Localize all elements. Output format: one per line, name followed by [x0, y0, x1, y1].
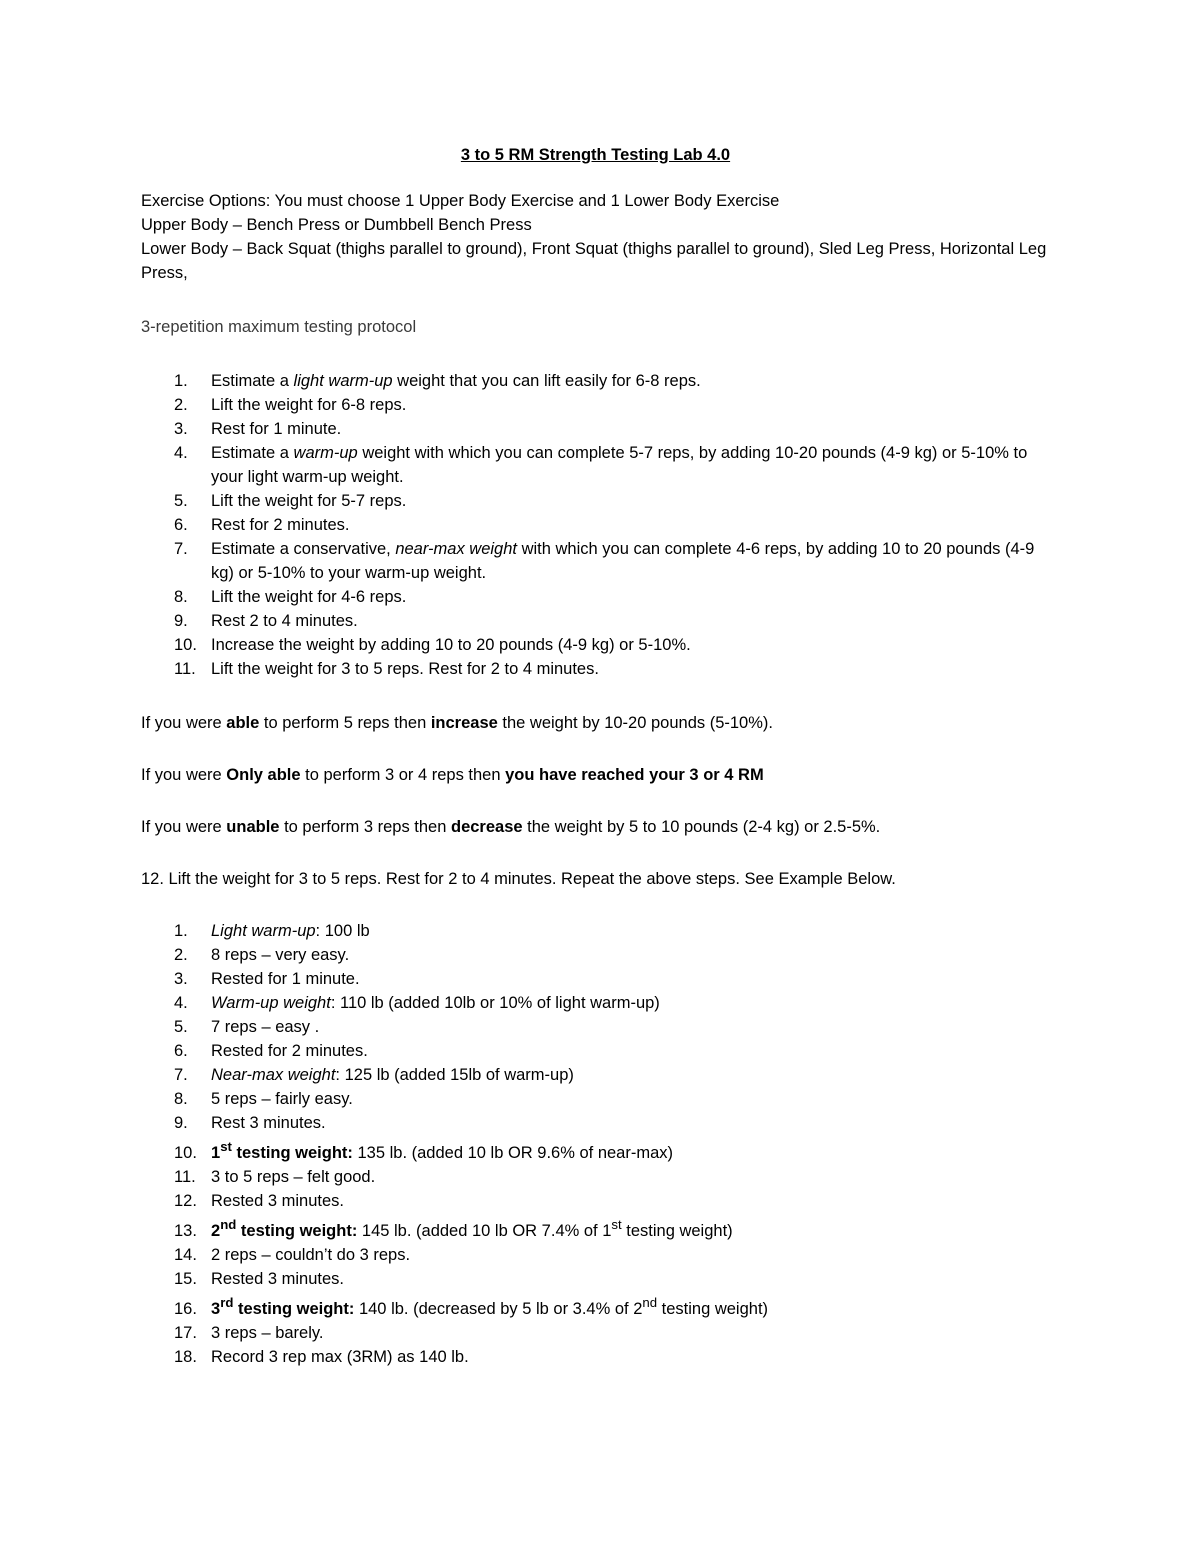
list-item-text [211, 1168, 375, 1186]
list-item-text [211, 1114, 326, 1132]
list-number: 11. [174, 1168, 196, 1186]
list-item-text [211, 636, 691, 654]
text-segment: the weight by 10-20 pounds (5-10%). [497, 714, 773, 732]
list-number: 10. [174, 636, 197, 654]
list-number: 3. [174, 420, 188, 438]
text-segment: increase [430, 714, 498, 732]
exercise-options: Exercise Options: You must choose 1 Upper Body Exercise and 1 Lower Body Exercise [141, 192, 780, 210]
list-item-text [211, 420, 341, 438]
protocol-steps-list [141, 369, 1050, 681]
text-segment: Record 3 rep max (3RM) as 140 lb. [211, 1348, 469, 1366]
list-number: 5. [174, 1018, 188, 1036]
list-item-text [211, 444, 1027, 486]
text-segment: testing weight) [657, 1300, 769, 1318]
text-segment: weight that you can lift easily for 6-8 reps. [392, 372, 701, 390]
text-segment: Rest 2 to 4 minutes. [211, 612, 358, 630]
text-segment: testing weight) [621, 1222, 733, 1240]
text-segment: 3 [211, 1300, 221, 1318]
text-segment: weight with which you can complete 5-7 reps, by adding 10-20 pounds (4-9 kg) or 5-10% to your light warm-up weight. [211, 444, 1028, 486]
text-segment: 5 reps – fairly easy. [211, 1090, 353, 1108]
example-step-17 [141, 1321, 1050, 1345]
text-segment: If you were [141, 714, 227, 732]
condition-able [141, 711, 1050, 735]
text-segment: Lift the weight for 6-8 reps. [211, 396, 407, 414]
example-step-10 [141, 1138, 1050, 1165]
text-segment: 2 reps – couldn’t do 3 reps. [211, 1246, 411, 1264]
text-segment: to perform 3 or 4 reps then [300, 766, 506, 784]
list-item-text [211, 970, 360, 988]
list-item-text [211, 1138, 674, 1162]
list-number: 15. [174, 1270, 197, 1288]
condition-only-able [141, 763, 1050, 787]
example-step-4 [141, 991, 1050, 1015]
list-item-text [211, 1042, 368, 1060]
text-segment: 1 [211, 1144, 221, 1162]
list-number: 1. [174, 372, 188, 390]
text-segment: testing weight: [236, 1222, 358, 1240]
list-number: 2. [174, 946, 188, 964]
text-segment: warm-up [293, 444, 358, 462]
list-number: 17. [174, 1324, 197, 1342]
text-segment: Estimate a [211, 372, 294, 390]
list-item-text [211, 1066, 574, 1084]
protocol-step-11 [141, 657, 1050, 681]
document-title: 3 to 5 RM Strength Testing Lab 4.0 [460, 146, 731, 164]
text-segment: 3 reps – barely. [211, 1324, 324, 1342]
list-number: 1. [174, 922, 188, 940]
protocol-step-10 [141, 633, 1050, 657]
text-segment: nd [220, 1216, 237, 1232]
list-item-text [211, 540, 1034, 582]
text-segment: to perform 5 reps then [259, 714, 431, 732]
example-step-15 [141, 1267, 1050, 1291]
list-number: 2. [174, 396, 188, 414]
list-item-text [211, 516, 349, 534]
text-segment: Light warm-up [211, 922, 316, 940]
text-segment: 7 reps – easy . [211, 1018, 320, 1036]
list-number: 6. [174, 516, 188, 534]
example-step-12 [141, 1189, 1050, 1213]
text-segment: : 110 lb (added 10lb or 10% of light warm-up) [330, 994, 660, 1012]
text-segment: st [220, 1138, 232, 1154]
example-step-8 [141, 1087, 1050, 1111]
list-item-text [211, 1294, 769, 1318]
list-item-text [211, 588, 406, 606]
condition-unable [141, 815, 1050, 839]
list-number: 5. [174, 492, 188, 510]
upper-body-options: Upper Body – Bench Press or Dumbbell Bench Press [141, 216, 532, 234]
text-segment: 2 [211, 1222, 221, 1240]
list-item-text [211, 492, 406, 510]
text-segment: Estimate a [211, 444, 294, 462]
text-segment: : 100 lb [315, 922, 370, 940]
example-step-16 [141, 1294, 1050, 1321]
text-segment: the weight by 5 to 10 pounds (2-4 kg) or 2.5-5%. [522, 818, 881, 836]
list-item-text [211, 1018, 319, 1036]
text-segment: If you were [141, 766, 227, 784]
text-segment: Rest for 1 minute. [211, 420, 342, 438]
text-segment: Only able [226, 766, 301, 784]
text-segment: Lift the weight for 5-7 reps. [211, 492, 407, 510]
example-step-5 [141, 1015, 1050, 1039]
list-number: 10. [174, 1144, 197, 1162]
list-number: 16. [174, 1300, 197, 1318]
protocol-step-6 [141, 513, 1050, 537]
list-item-text [211, 1348, 469, 1366]
list-item-text [211, 946, 349, 964]
example-step-2 [141, 943, 1050, 967]
example-step-6 [141, 1039, 1050, 1063]
protocol-step-4 [141, 441, 1050, 489]
list-number: 8. [174, 1090, 188, 1108]
text-segment: Estimate a conservative, [211, 540, 396, 558]
list-item-text [211, 396, 406, 414]
list-number: 8. [174, 588, 188, 606]
text-segment: 8 reps – very easy. [211, 946, 350, 964]
text-segment: Near-max weight [211, 1066, 336, 1084]
example-step-13 [141, 1216, 1050, 1243]
text-segment: Increase the weight by adding 10 to 20 pounds (4-9 kg) or 5-10%. [211, 636, 691, 654]
list-item-text [211, 1192, 344, 1210]
text-segment: Rest for 2 minutes. [211, 516, 350, 534]
text-segment: nd [642, 1294, 658, 1310]
example-step-7 [141, 1063, 1050, 1087]
protocol-step-9 [141, 609, 1050, 633]
text-segment: Rested 3 minutes. [211, 1270, 344, 1288]
list-number: 7. [174, 540, 188, 558]
text-segment: 145 lb. (added 10 lb OR 7.4% of 1 [357, 1222, 612, 1240]
text-segment: Rested for 1 minute. [211, 970, 360, 988]
text-segment: decrease [451, 818, 523, 836]
list-item-text [211, 1090, 353, 1108]
example-step-14 [141, 1243, 1050, 1267]
example-step-1 [141, 919, 1050, 943]
list-item-text [211, 1324, 324, 1342]
list-item-text [211, 372, 701, 390]
list-number: 9. [174, 612, 188, 630]
text-segment: Lift the weight for 4-6 reps. [211, 588, 407, 606]
text-segment: testing weight: [233, 1300, 355, 1318]
example-step-9 [141, 1111, 1050, 1135]
list-number: 9. [174, 1114, 188, 1132]
protocol-step-8 [141, 585, 1050, 609]
example-step-3 [141, 967, 1050, 991]
list-number: 6. [174, 1042, 188, 1060]
protocol-step-1 [141, 369, 1050, 393]
text-segment: light warm-up [293, 372, 393, 390]
protocol-step-3 [141, 417, 1050, 441]
list-number: 14. [174, 1246, 197, 1264]
text-segment: : 125 lb (added 15lb of warm-up) [335, 1066, 574, 1084]
list-item-text [211, 660, 599, 678]
text-segment: Rested for 2 minutes. [211, 1042, 368, 1060]
text-segment: st [611, 1216, 622, 1232]
text-segment: testing weight: [231, 1144, 353, 1162]
text-segment: 135 lb. (added 10 lb OR 9.6% of near-max) [352, 1144, 674, 1162]
list-item-text [211, 1246, 410, 1264]
text-segment: you have reached your 3 or 4 RM [505, 766, 764, 784]
text-segment: Lift the weight for 3 to 5 reps. Rest for 2 to 4 minutes. [211, 660, 599, 678]
list-item-text [211, 612, 358, 630]
text-segment: Rested 3 minutes. [211, 1192, 344, 1210]
protocol-heading: 3-repetition maximum testing protocol [141, 318, 417, 336]
protocol-step-2 [141, 393, 1050, 417]
text-segment: rd [220, 1294, 234, 1310]
example-steps-list [141, 919, 1050, 1369]
text-segment: with which you can complete 4-6 reps, by adding 10 to 20 pounds (4-9 kg) or 5-10% to your warm-up weight. [211, 540, 1035, 582]
list-item-text [211, 1216, 733, 1240]
list-number: 7. [174, 1066, 188, 1084]
list-number: 4. [174, 444, 188, 462]
list-number: 4. [174, 994, 188, 1012]
list-number: 12. [174, 1192, 197, 1210]
text-segment: to perform 3 reps then [279, 818, 451, 836]
list-number: 11. [174, 660, 196, 678]
protocol-step-7 [141, 537, 1050, 585]
protocol-step-5 [141, 489, 1050, 513]
lower-body-options: Lower Body – Back Squat (thighs parallel to ground), Front Squat (thighs parallel to ground), Sled Leg Press, Horizontal Leg Press, [141, 240, 1047, 282]
example-step-11 [141, 1165, 1050, 1189]
list-item-text [211, 922, 370, 940]
list-item-text [211, 1270, 344, 1288]
text-segment: near-max weight [395, 540, 517, 558]
text-segment: If you were [141, 818, 227, 836]
list-number: 18. [174, 1348, 197, 1366]
text-segment: unable [226, 818, 280, 836]
text-segment: 3 to 5 reps – felt good. [211, 1168, 376, 1186]
list-item-text [211, 994, 660, 1012]
step-twelve: 12. Lift the weight for 3 to 5 reps. Rest for 2 to 4 minutes. Repeat the above steps. See Example Below. [141, 870, 896, 888]
text-segment: Warm-up weight [211, 994, 331, 1012]
text-segment: Rest 3 minutes. [211, 1114, 326, 1132]
list-number: 13. [174, 1222, 197, 1240]
text-segment: able [226, 714, 260, 732]
list-number: 3. [174, 970, 188, 988]
text-segment: 140 lb. (decreased by 5 lb or 3.4% of 2 [354, 1300, 643, 1318]
example-step-18 [141, 1345, 1050, 1369]
